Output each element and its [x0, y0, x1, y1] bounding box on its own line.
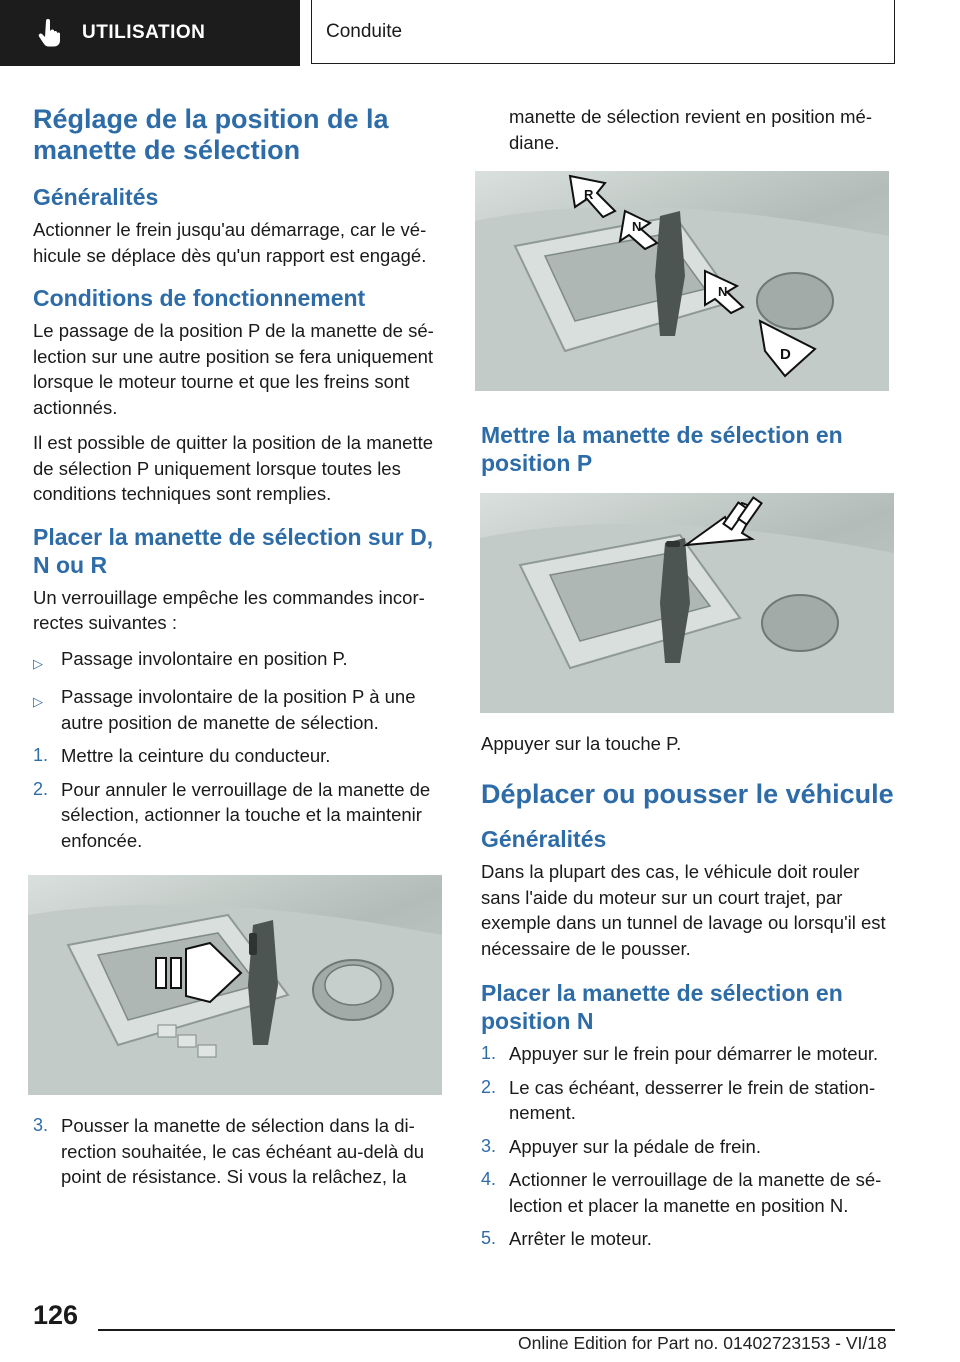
placer-n-heading: Placer la manette de sélection en position N — [481, 980, 843, 1035]
placer-n-steps — [481, 1041, 895, 1252]
list-item-text: Passage involontaire en position P. — [61, 647, 348, 669]
park-button-illustration-graphic — [480, 493, 894, 713]
gear-selector-positions-illustration — [475, 171, 889, 391]
step-text: Actionner le verrouillage de la manette de sélection et placer la manette en position N. — [509, 1169, 882, 1216]
mettre-p-heading: Mettre la manette de sélection en position P — [481, 422, 843, 477]
steps-list-continued — [33, 1113, 447, 1190]
step-number: 3. — [481, 1135, 497, 1156]
list-item-text: Passage involontaire de la position P à une autre position de manette de sélection. — [61, 686, 416, 733]
step-number: 2. — [33, 778, 49, 799]
gear-label-r: R — [584, 187, 594, 202]
step-item — [481, 1167, 895, 1218]
bullet-list — [33, 646, 447, 736]
gear-label-n-top: N — [632, 219, 642, 234]
step-text: Le cas échéant, desserrer le frein de stationnement. — [509, 1076, 876, 1124]
step-item — [33, 1113, 447, 1190]
footer-divider — [98, 1329, 895, 1331]
step-item — [481, 1226, 895, 1252]
header-section-tab — [0, 0, 300, 66]
gear-label-d: D — [780, 346, 791, 363]
step-item — [481, 1041, 895, 1067]
list-item — [33, 646, 447, 677]
continued-text: manette de sélection revient en position médiane. — [509, 106, 873, 153]
gear-selector-unlock-illustration — [28, 875, 442, 1095]
park-button-illustration — [480, 493, 894, 713]
conditions-paragraph-2: Il est possible de quitter la position de la manette de sélection P uniquement lorsque toutes les conditions techniques sont remplies. — [33, 432, 434, 505]
gear-label-n-bottom: N — [718, 284, 728, 299]
chapter-label: Conduite — [326, 20, 403, 42]
section-label: UTILISATION — [82, 22, 206, 43]
gear-positions-illustration-graphic — [475, 171, 889, 391]
left-column — [33, 98, 447, 1198]
step-text: Appuyer sur le frein pour démarrer le moteur. — [509, 1043, 879, 1065]
generalites-heading: Généralités — [33, 184, 159, 210]
step-number: 1. — [481, 1043, 497, 1064]
step-text: Pousser la manette de sélection dans la direction souhaitée, le cas échéant au-delà du point de résistance. Si vous la relâchez, la — [61, 1115, 425, 1188]
list-item — [33, 684, 447, 735]
conditions-heading: Conditions de fonctionnement — [33, 285, 366, 312]
mettre-p-caption: Appuyer sur la touche P. — [481, 733, 682, 755]
step-text: Arrêter le moteur. — [509, 1228, 652, 1250]
deplacer-generalites-heading: Généralités — [481, 826, 607, 853]
step-number: 5. — [481, 1228, 497, 1249]
step-text: Mettre la ceinture du conducteur. — [61, 745, 331, 767]
step-text: Appuyer sur la pédale de frein. — [509, 1135, 761, 1157]
conditions-paragraph-1: Le passage de la position P de la manette de sélection sur une autre position se fera uniquement lorsque le moteur tourne et que les freins sont actionnés. — [33, 320, 434, 418]
step-number: 4. — [481, 1169, 497, 1190]
step-item — [481, 1075, 895, 1126]
generalites-text: Actionner le frein jusqu'au démarrage, car le véhicule se déplace dès qu'un rapport est engagé. — [33, 219, 427, 266]
page-number: 126 — [33, 1300, 79, 1330]
triangle-bullet-icon: ▷ — [33, 694, 43, 710]
step-text: Pour annuler le verrouillage de la manette de sélection, actionner la touche et la maintenir enfoncée. — [61, 778, 431, 851]
deplacer-generalites-text: Dans la plupart des cas, le véhicule doit rouler sans l'aide du moteur sur un court trajet, par exemple dans un tunnel de lavage ou lorsqu'il est nécessaire de le pousser. — [481, 861, 886, 959]
step-item — [33, 743, 447, 769]
steps-list — [33, 743, 447, 853]
placer-dnr-heading: Placer la manette de sélection sur D, N ou R — [33, 523, 434, 578]
step-item — [33, 777, 447, 854]
triangle-bullet-icon: ▷ — [33, 655, 43, 671]
step-number: 1. — [33, 745, 49, 766]
edition-text: Online Edition for Part no. 01402723153 - VI/18 — [518, 1333, 887, 1353]
step-number: 2. — [481, 1076, 497, 1097]
gear-selector-illustration-graphic — [28, 875, 442, 1095]
right-column — [481, 104, 895, 1260]
placer-intro: Un verrouillage empêche les commandes incorrectes suivantes : — [33, 586, 425, 634]
step-number: 3. — [33, 1115, 49, 1136]
hand-pointer-icon — [36, 18, 66, 48]
deplacer-title: Déplacer ou pousser le véhicule — [481, 778, 894, 809]
header-chapter-tab — [311, 0, 895, 64]
section-title: Réglage de la position de la manette de sélection — [33, 104, 389, 165]
step-item — [481, 1134, 895, 1160]
